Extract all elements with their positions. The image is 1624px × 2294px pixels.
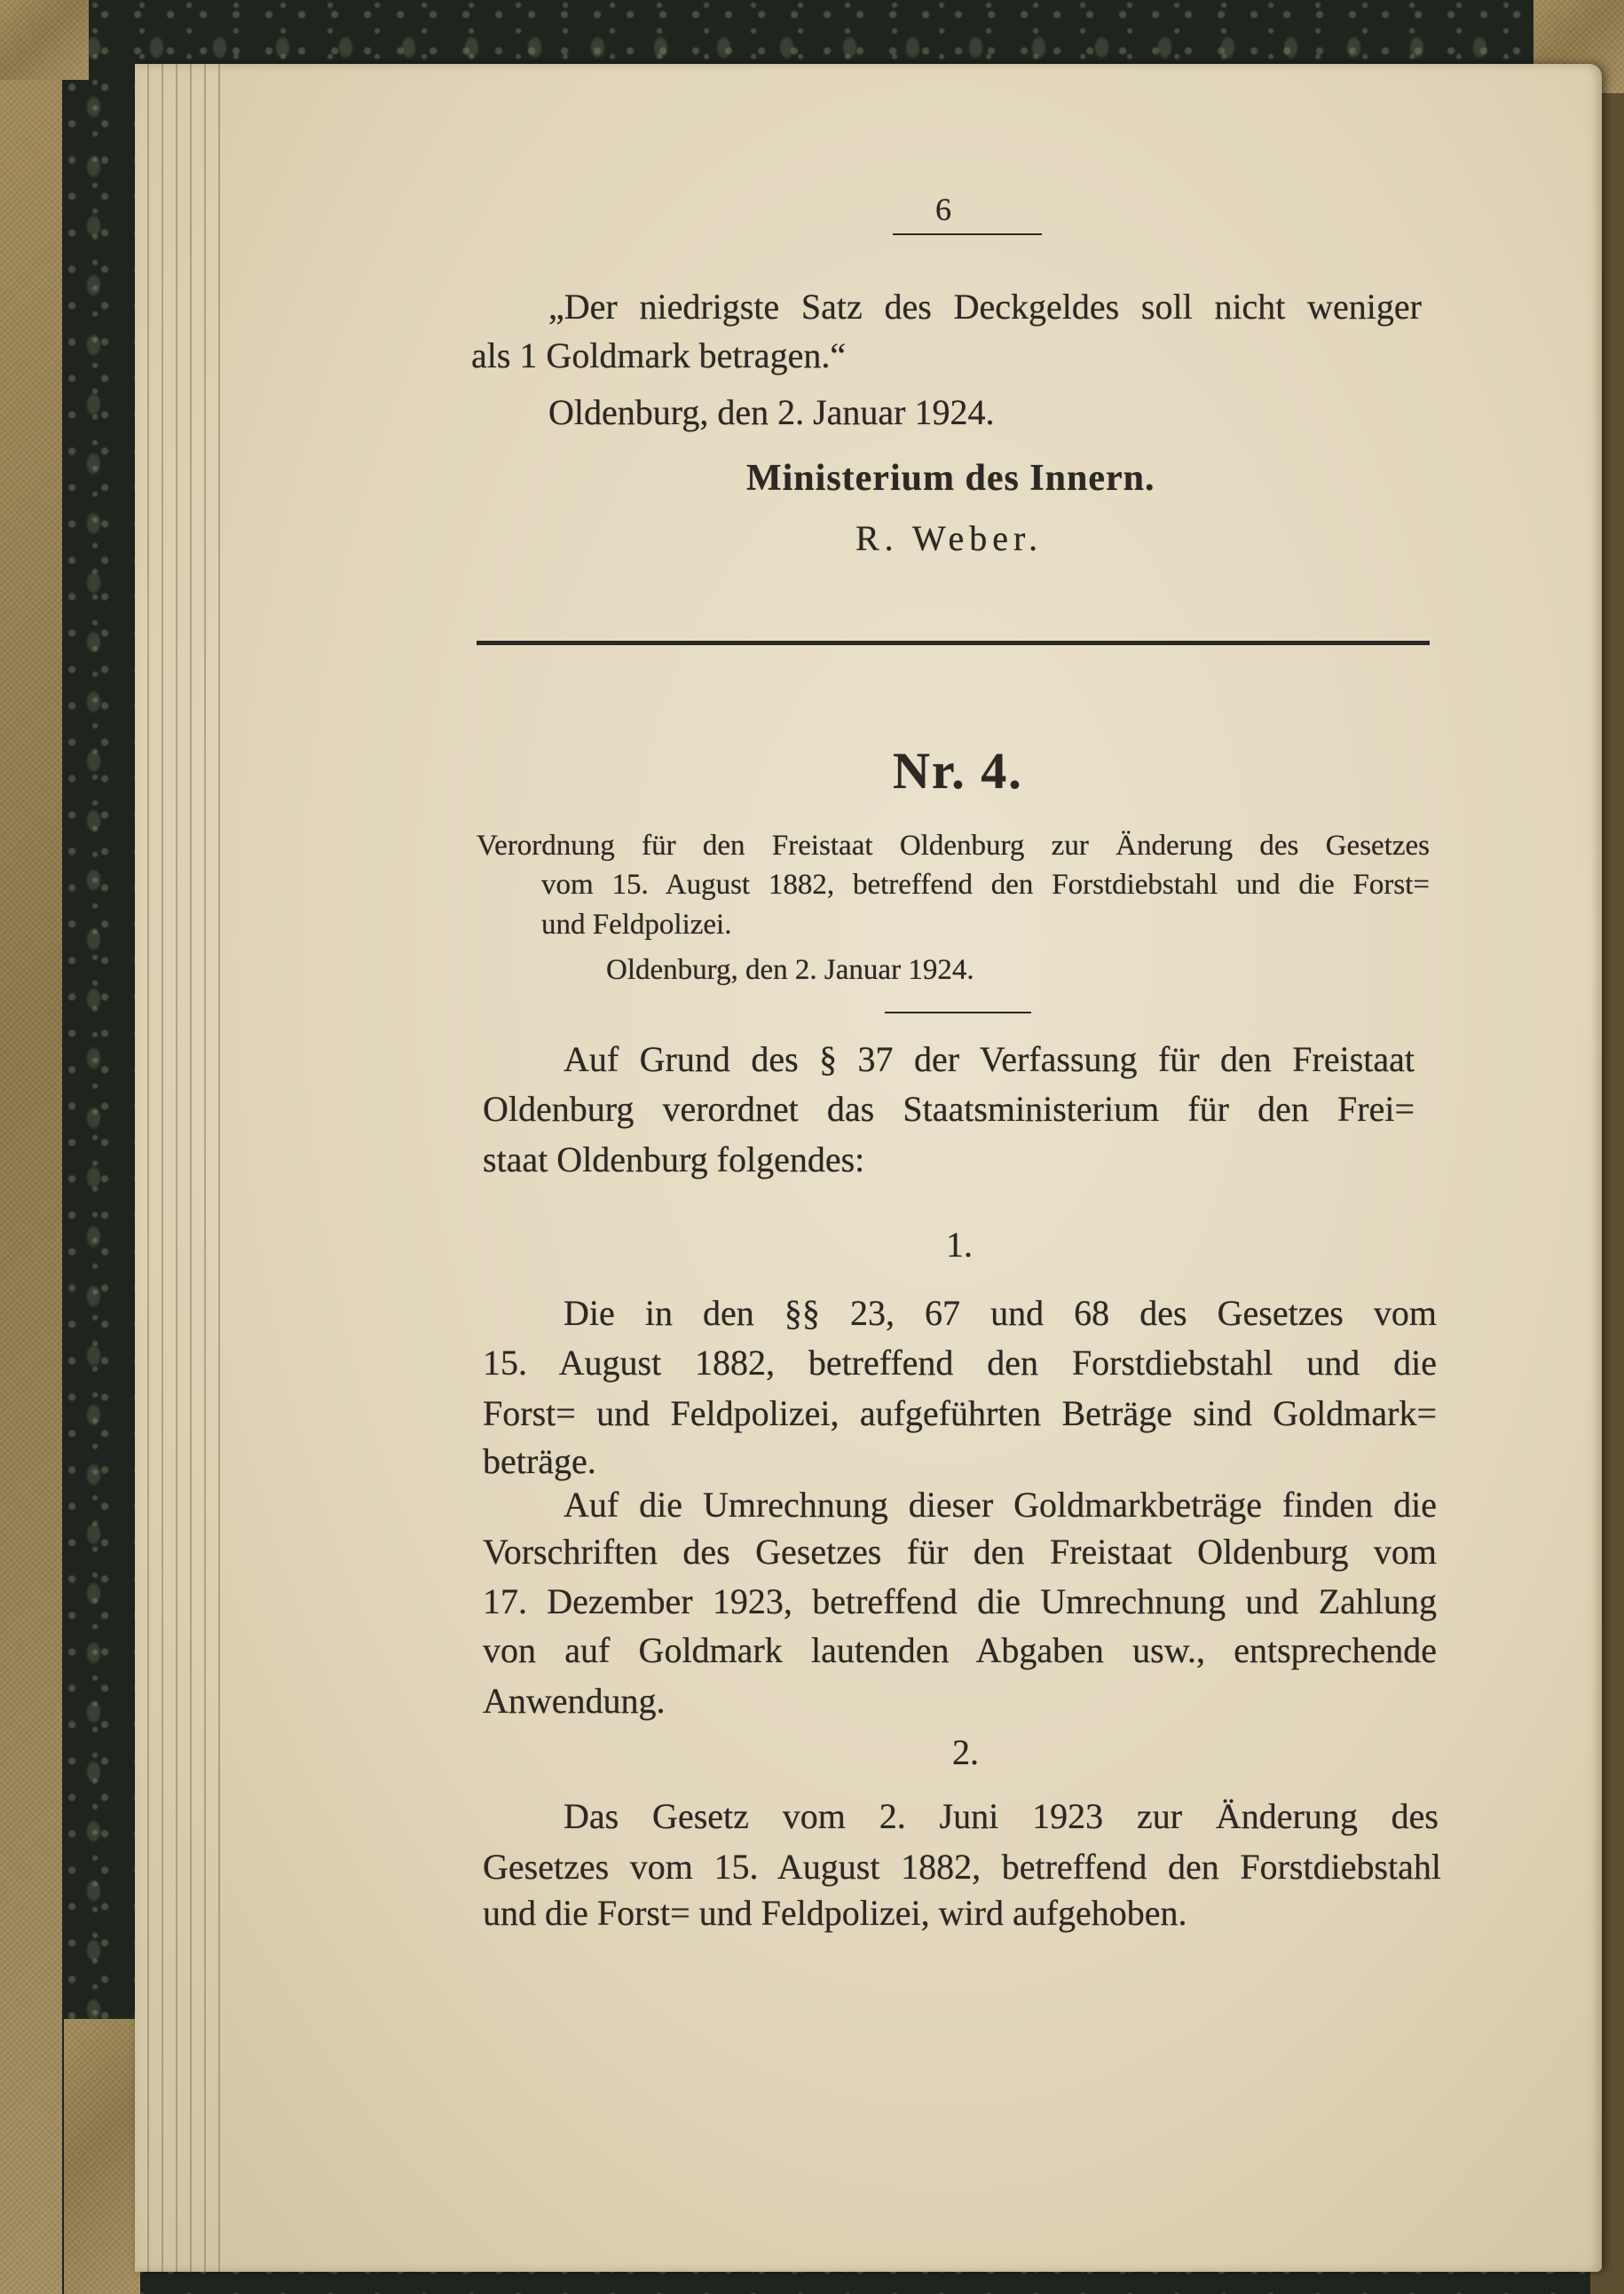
section-divider-rule (477, 641, 1430, 645)
preamble-line: staat Oldenburg folgendes: (483, 1139, 865, 1179)
section-number: 1. (946, 1225, 973, 1265)
ordinance-title-line: vom 15. August 1882, betreffend den Forstdiebstahl und die Forst= (541, 869, 1430, 901)
section-text-line: Das Gesetz vom 2. Juni 1923 zur Änderung des (564, 1796, 1439, 1836)
preamble-line: Auf Grund des § 37 der Verfassung für den Freistaat (564, 1039, 1415, 1079)
quote-line: „Der niedrigste Satz des Deckgeldes soll nicht weniger (548, 287, 1422, 327)
section-text-line: und die Forst= und Feldpolizei, wird aufgehoben. (483, 1893, 1187, 1933)
section-text-line: 17. Dezember 1923, betreffend die Umrechnung und Zahlung (483, 1581, 1437, 1621)
quote-line: als 1 Goldmark betragen.“ (471, 335, 847, 375)
binding-cloth-top-left (0, 0, 89, 80)
ordinance-number: Nr. 4. (893, 742, 1023, 800)
section-text-line: Anwendung. (483, 1681, 666, 1721)
title-divider-rule (885, 1012, 1031, 1013)
section-number: 2. (952, 1732, 979, 1772)
page-number: 6 (935, 192, 951, 227)
authority-line: Ministerium des Innern. (746, 458, 1155, 499)
section-text-line: 15. August 1882, betreffend den Forstdiebstahl und die (483, 1343, 1437, 1383)
section-text-line: Vorschriften des Gesetzes für den Freistaat Oldenburg vom (483, 1532, 1437, 1572)
section-text-line: beträge. (483, 1441, 596, 1481)
ordinance-title-line: und Feldpolizei. (541, 909, 732, 941)
section-text-line: Die in den §§ 23, 67 und 68 des Gesetzes vom (564, 1293, 1437, 1333)
section-text-line: Gesetzes vom 15. August 1882, betreffend den Forstdiebstahl (483, 1847, 1441, 1887)
binding-cloth-bottom-left (64, 2019, 140, 2294)
signatory: R. Weber. (855, 518, 1044, 558)
place-date-line: Oldenburg, den 2. Januar 1924. (548, 392, 995, 432)
page-stack-edges (135, 64, 220, 2272)
section-text-line: Forst= und Feldpolizei, aufgeführten Beträge sind Goldmark= (483, 1393, 1437, 1433)
section-text-line: Auf die Umrechnung dieser Goldmarkbeträge finden die (564, 1485, 1437, 1525)
ordinance-title-line: Verordnung für den Freistaat Oldenburg zur Änderung des Gesetzes (477, 830, 1430, 862)
ordinance-date: Oldenburg, den 2. Januar 1924. (606, 954, 974, 986)
page-number-rule (893, 233, 1042, 235)
preamble-line: Oldenburg verordnet das Staatsministerium für den Frei= (483, 1089, 1415, 1129)
section-text-line: von auf Goldmark lautenden Abgaben usw., entsprechende (483, 1630, 1437, 1670)
binding-cloth-left (0, 0, 69, 2294)
